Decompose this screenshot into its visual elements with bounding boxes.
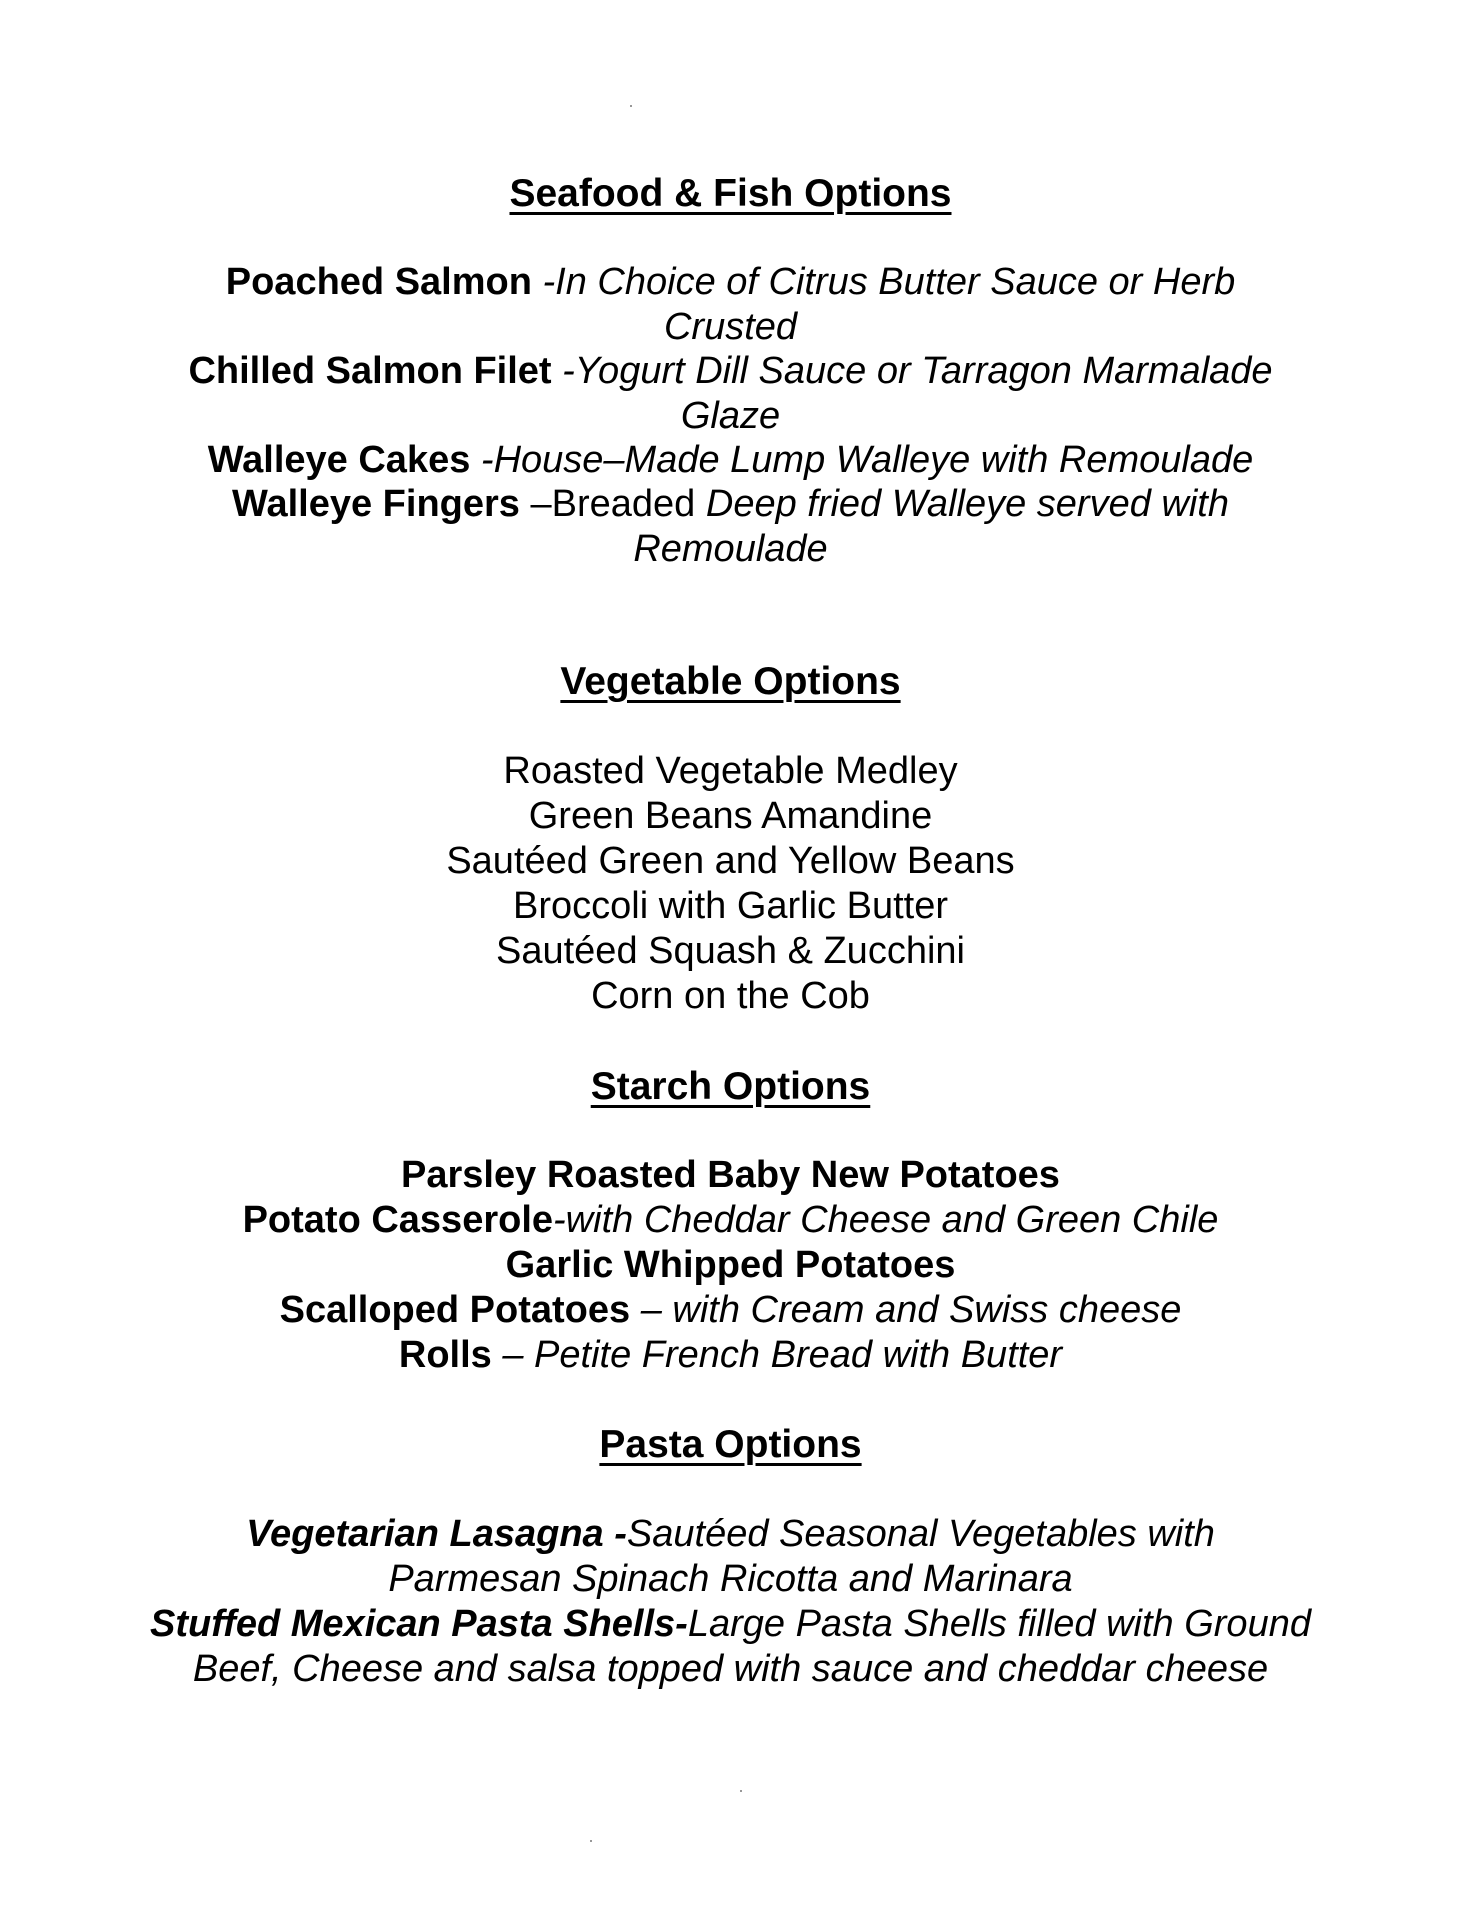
pasta-heading: Pasta Options xyxy=(599,1423,862,1466)
starch-item xyxy=(160,1198,1301,1243)
vegetable-item: Corn on the Cob xyxy=(591,975,870,1017)
starch-item xyxy=(160,1288,1301,1333)
item-name: Walleye Cakes xyxy=(207,439,471,481)
vegetable-item: Sautéed Squash & Zucchini xyxy=(496,930,965,972)
item-name: Rolls xyxy=(398,1334,492,1376)
starch-item xyxy=(160,1243,1301,1288)
item-description: Large Pasta Shells filled with Ground Beef, Cheese and salsa topped with sauce and cheddar cheese xyxy=(192,1603,1311,1690)
seafood-item-walleye-fingers xyxy=(160,482,1301,572)
vegetable-item: Roasted Vegetable Medley xyxy=(503,750,958,792)
item-name: Chilled Salmon Filet xyxy=(188,350,552,392)
seafood-item-poached-salmon xyxy=(160,260,1301,350)
starch-item xyxy=(160,1333,1301,1378)
vegetable-item: Sautéed Green and Yellow Beans xyxy=(446,840,1015,882)
starch-heading: Starch Options xyxy=(590,1065,871,1108)
item-name: Poached Salmon xyxy=(225,261,532,303)
item-description: -House–Made Lump Walleye with Remoulade xyxy=(470,439,1254,481)
item-name: Stuffed Mexican Pasta Shells- xyxy=(150,1603,688,1645)
item-name: Scalloped Potatoes xyxy=(279,1289,631,1331)
scan-speck xyxy=(590,1840,592,1842)
item-description: -Yogurt Dill Sauce or Tarragon Marmalade Glaze xyxy=(551,350,1273,437)
vegetable-item: Broccoli with Garlic Butter xyxy=(512,885,948,927)
item-description: -In Choice of Citrus Butter Sauce or Herb Crusted xyxy=(531,261,1236,348)
vegetable-heading: Vegetable Options xyxy=(560,660,901,703)
item-name: Parsley Roasted Baby New Potatoes xyxy=(401,1154,1060,1196)
item-name: Walleye Fingers xyxy=(232,483,520,525)
item-description: -with Cheddar Cheese and Green Chile xyxy=(553,1199,1219,1241)
starch-item xyxy=(160,1153,1301,1198)
item-description: Deep fried Walleye served with Remoulade xyxy=(633,483,1229,570)
item-description: – with Cream and Swiss cheese xyxy=(630,1289,1182,1331)
pasta-item-vegetarian-lasagna xyxy=(200,1512,1261,1602)
item-description: – Petite French Bread with Butter xyxy=(491,1334,1063,1376)
item-name: Potato Casserole xyxy=(242,1199,554,1241)
scan-speck xyxy=(630,105,632,107)
item-name: Vegetarian Lasagna - xyxy=(246,1513,627,1555)
pasta-item-stuffed-shells xyxy=(150,1602,1311,1692)
item-note: –Breaded xyxy=(519,483,696,525)
item-description: Sautéed Seasonal Vegetables with Parmesan Spinach Ricotta and Marinara xyxy=(388,1513,1215,1600)
scan-speck xyxy=(740,1790,742,1792)
vegetable-item: Green Beans Amandine xyxy=(528,795,933,837)
seafood-item-walleye-cakes xyxy=(150,438,1311,483)
item-name: Garlic Whipped Potatoes xyxy=(505,1244,956,1286)
seafood-heading: Seafood & Fish Options xyxy=(509,172,952,215)
seafood-item-chilled-salmon xyxy=(150,349,1311,439)
